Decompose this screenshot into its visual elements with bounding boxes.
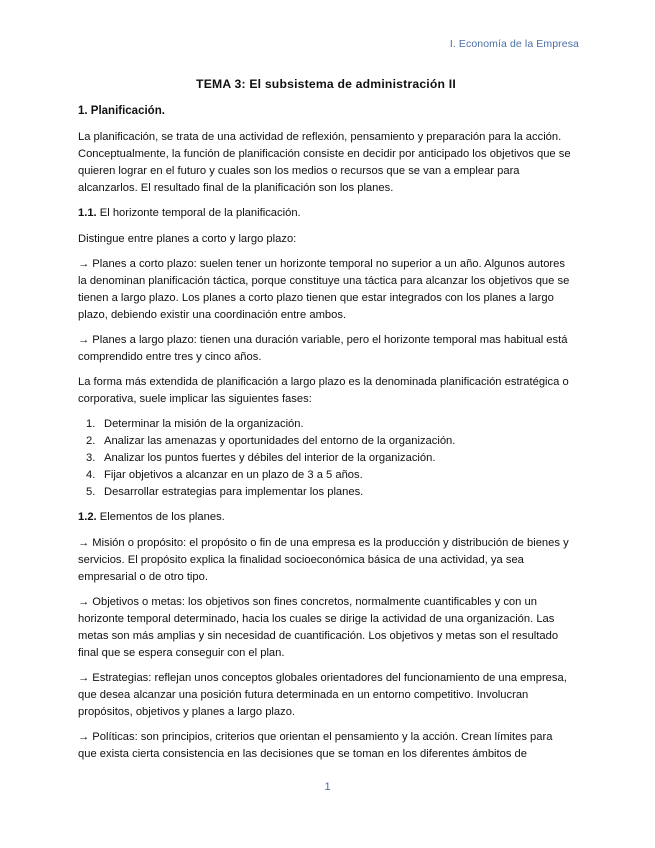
section-heading-planificacion: 1. Planificación. [78,105,165,117]
intro-paragraph: La planificación, se trata de una actividad de reflexión, pensamiento y preparación para la acción. Conceptualmente, la función de planificación consiste en decidir por anticipado los objetivos que se quieren lograr en el futuro y cuales son los medios o recursos que se van a emplear para alcanzarlos. El resultado final de la planificación son los planes. [78,131,571,194]
fases-list [78,416,574,501]
mision-paragraph: → Misión o propósito: el propósito o fin de una empresa es la producción y distribución de bienes y servicios. El propósito explica la finalidad socioeconómica básica de una actividad, ya sea empresarial o de otro tipo. [78,537,569,583]
subsection-number: 1.1. [78,207,97,219]
subsection-heading-elementos [78,509,574,526]
page-content [78,76,574,771]
politicas-paragraph: → Políticas: son principios, criterios que orientan el pensamiento y la acción. Crean límites para que exista cierta consistencia en las decisiones que se toman en los diferentes ámbitos de [78,731,553,760]
list-item: 2. Analizar las amenazas y oportunidades del entorno de la organización. [86,435,456,447]
estrategica-paragraph: La forma más extendida de planificación a largo plazo es la denominada planificación estratégica o corporativa, suele implicar las siguientes fases: [78,376,569,405]
objetivos-paragraph: → Objetivos o metas: los objetivos son fines concretos, normalmente cuantificables y con un horizonte temporal determinado, hacia los cuales se dirige la actividad de una organización. Las metas son más amplias y sin necesidad de cuantificación. Los objetivos y metas son el resultado final que se espera conseguir con el plan. [78,596,559,659]
list-item: 3. Analizar los puntos fuertes y débiles del interior de la organización. [86,452,436,464]
distingue-paragraph: Distingue entre planes a corto y largo plazo: [78,233,297,245]
estrategias-paragraph: → Estrategias: reflejan unos conceptos globales orientadores del funcionamiento de una empresa, que desea alcanzar una posición futura determinada en un entorno competitivo. Involucran propósitos, objetivos y planes a largo plazo. [78,672,567,718]
list-item: 1. Determinar la misión de la organización. [86,418,304,430]
list-item: 4. Fijar objetivos a alcanzar en un plazo de 3 a 5 años. [86,469,363,481]
subsection-text: Elementos de los planes. [99,511,225,523]
largo-plazo-paragraph: → Planes a largo plazo: tienen una duración variable, pero el horizonte temporal mas habitual está comprendido entre tres y cinco años. [78,334,568,363]
subsection-text: El horizonte temporal de la planificación. [99,207,301,219]
subsection-heading-horizonte [78,205,574,222]
page-header: I. Economía de la Empresa [449,38,579,50]
document-title: TEMA 3: El subsistema de administración II [196,77,456,91]
subsection-number: 1.2. [78,511,97,523]
page-number: 1 [324,781,331,793]
list-item: 5. Desarrollar estrategias para implementar los planes. [86,486,364,498]
corto-plazo-paragraph: → Planes a corto plazo: suelen tener un horizonte temporal no superior a un año. Algunos autores la denominan planificación táctica, porque constituye una táctica para alcanzar los objetivos que se tienen a largo plazo. Los planes a corto plazo tienen que estar integrados con los planes a largo plazo, debiendo existir una coordinación entre ambos. [78,258,570,321]
